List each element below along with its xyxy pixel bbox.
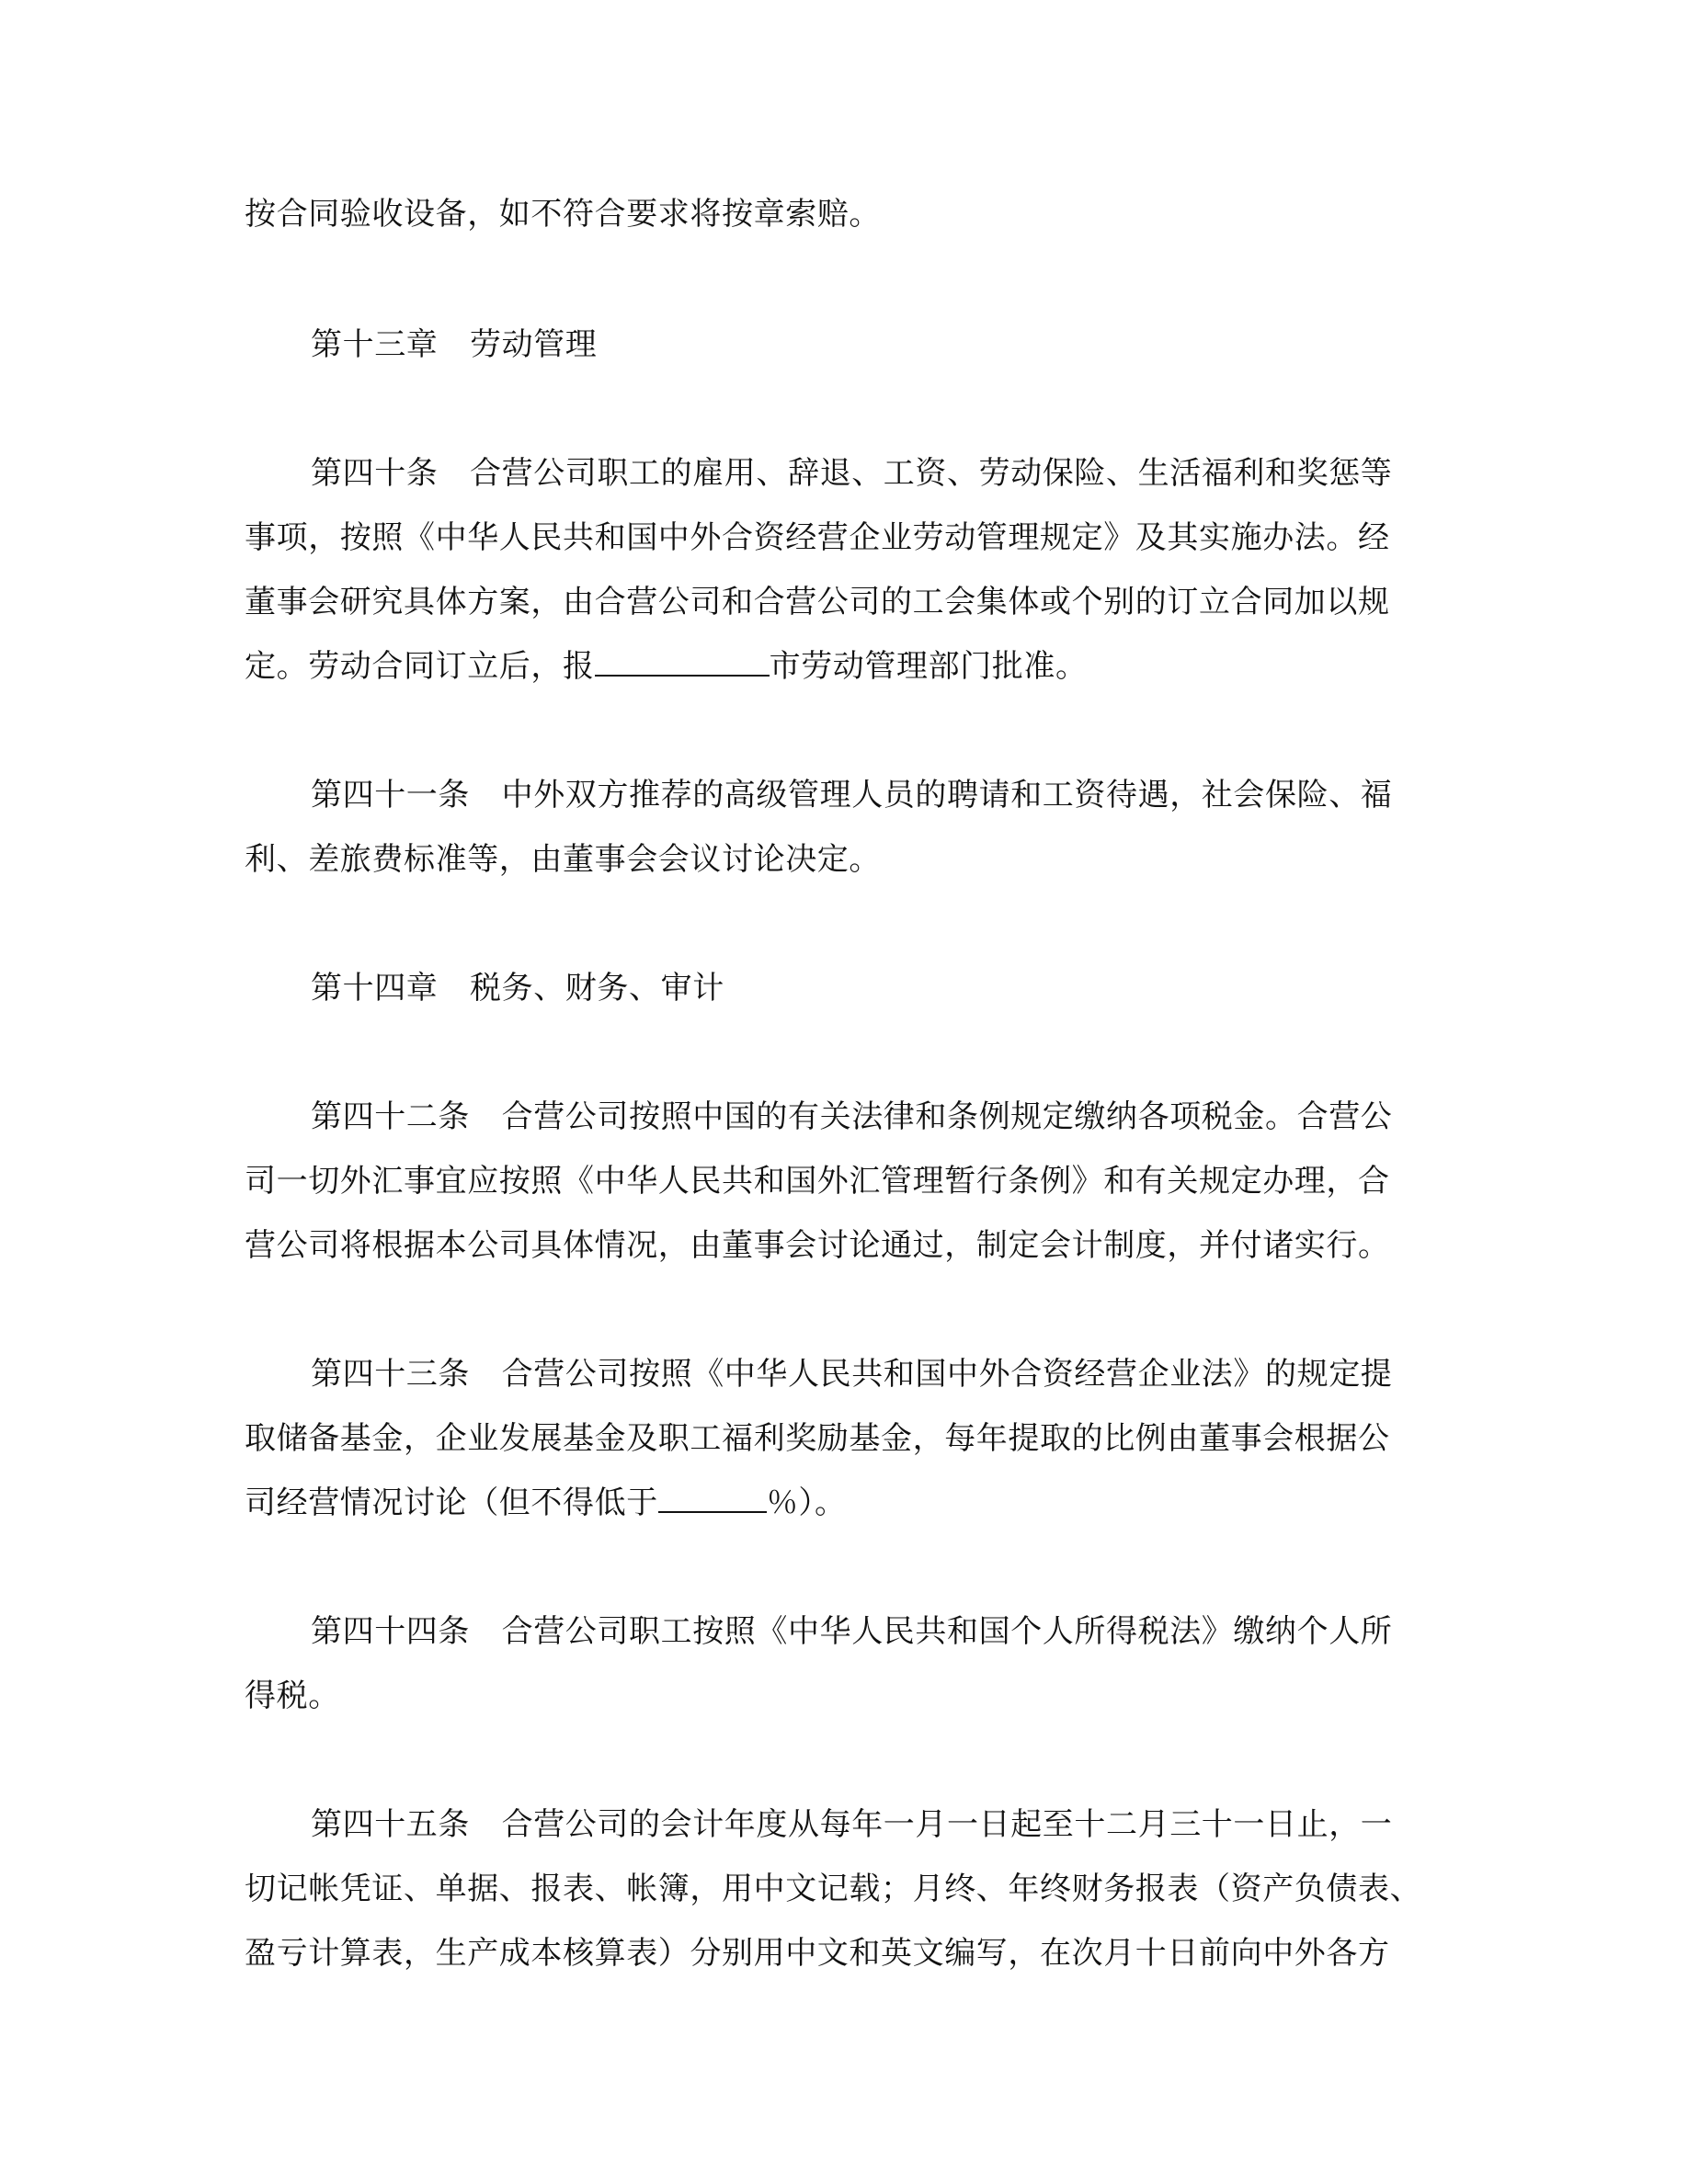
article-44-line-2: 得税。 [245,1678,340,1714]
blank-underline [658,1484,767,1513]
text-segment: 市劳动管理部门批准。 [769,648,1088,685]
article-41-line-1: 第四十一条 中外双方推荐的高级管理人员的聘请和工资待遇，社会保险、福 [311,777,1393,813]
chapter-heading-13: 第十三章 劳动管理 [311,326,598,363]
article-43-line-2: 取储备基金，企业发展基金及职工福利奖励基金，每年提取的比例由董事会根据公 [245,1420,1390,1457]
chapter-heading-14: 第十四章 税务、财务、审计 [311,970,724,1007]
article-45-line-2: 切记帐凭证、单据、报表、帐簿，用中文记载；月终、年终财务报表（资产负债表、 [245,1871,1422,1907]
article-45-line-3: 盈亏计算表，生产成本核算表）分别用中文和英文编写，在次月十日前向中外各方 [245,1935,1390,1972]
article-40-line-3: 董事会研究具体方案，由合营公司和合营公司的工会集体或个别的订立合同加以规 [245,584,1390,620]
article-43-line-3 [245,1483,1440,1523]
article-41-line-2: 利、差旅费标准等，由董事会会议讨论决定。 [245,841,881,878]
text-segment: 定。劳动合同订立后，报 [245,648,595,685]
article-42-line-3: 营公司将根据本公司具体情况，由董事会讨论通过，制定会计制度，并付诸实行。 [245,1227,1390,1264]
article-40-line-2: 事项，按照《中华人民共和国中外合资经营企业劳动管理规定》及其实施办法。经 [245,519,1390,556]
article-43-line-1: 第四十三条 合营公司按照《中华人民共和国中外合资经营企业法》的规定提 [311,1356,1393,1393]
article-42-line-1: 第四十二条 合营公司按照中国的有关法律和条例规定缴纳各项税金。合营公 [311,1098,1393,1135]
article-40-line-4 [245,646,1440,687]
article-42-line-2: 司一切外汇事宜应按照《中华人民共和国外汇管理暂行条例》和有关规定办理，合 [245,1163,1390,1200]
text-line: 按合同验收设备，如不符合要求将按章索赔。 [245,196,881,233]
article-45-line-1: 第四十五条 合营公司的会计年度从每年一月一日起至十二月三十一日止，一 [311,1806,1393,1843]
text-segment: ％）。 [766,1484,847,1521]
text-segment: 司经营情况讨论（但不得低于 [245,1484,658,1521]
blank-underline [595,647,770,677]
article-44-line-1: 第四十四条 合营公司职工按照《中华人民共和国个人所得税法》缴纳个人所 [311,1613,1393,1650]
article-40-line-1: 第四十条 合营公司职工的雇用、辞退、工资、劳动保险、生活福利和奖惩等 [311,455,1393,492]
